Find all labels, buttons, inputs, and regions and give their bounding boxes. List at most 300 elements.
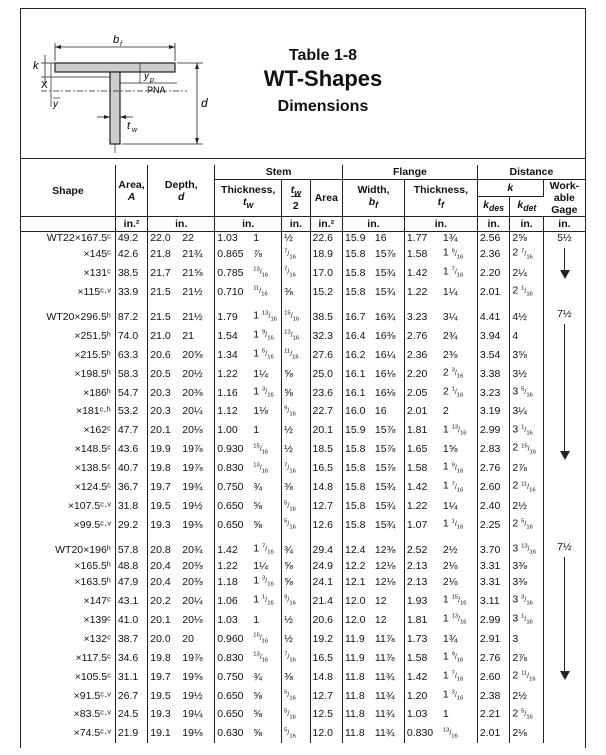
cell-depth-dec: 20.3: [150, 386, 171, 399]
gage-arrow-icon: [564, 324, 565, 458]
cell-tw-half: $^5/_{16}$: [282, 725, 310, 744]
table-row: [21, 440, 585, 459]
table-row: [21, 264, 585, 283]
cell-bf-dec: 12.0: [345, 594, 366, 607]
cell-area: 29.2: [115, 516, 147, 535]
cell-bf-frac: 15⅞: [373, 422, 404, 441]
cell-depth-frac: 21⅝: [180, 264, 215, 283]
cell-bf-frac: 15¾: [373, 478, 404, 497]
cell-tw-dec: 0.785: [217, 266, 244, 279]
cell-depth-frac: 20⅜: [180, 573, 215, 592]
col-tw-over-2: $t_w$ 2: [282, 180, 310, 217]
cell-stem-area: 19.2: [310, 630, 342, 649]
gage-arrow-icon: [564, 248, 565, 277]
cell-shape: ×115ᶜ·ᵛ: [21, 283, 115, 302]
cell-kdes: 2.20: [477, 264, 509, 283]
table-row: [21, 725, 585, 744]
cell-depth-frac: 20: [180, 630, 215, 649]
table-row: [21, 668, 585, 687]
cell-depth-dec: 20.4: [150, 559, 171, 572]
cell-tw-dec: 0.750: [217, 670, 244, 683]
cell-tf-dec: 2.01: [406, 405, 428, 418]
cell-kdes: 2.99: [477, 611, 509, 630]
cell-depth-frac: 19⅛: [180, 725, 215, 744]
cell-bf-dec: 16.0: [345, 405, 366, 418]
cell-stem-area: 12.5: [310, 706, 342, 725]
col-stem-area: Area: [310, 180, 342, 217]
cell-bf-dec: 12.0: [345, 613, 366, 626]
col-workable-gage: Work- able Gage: [549, 180, 580, 216]
cell-tw-dec: 0.650: [217, 708, 244, 721]
cell-kdes: 2.21: [477, 706, 509, 725]
cell-tw-frac: $^{15}/_{16}$: [251, 630, 281, 649]
table-row: [21, 232, 585, 246]
cell-tf-dec: 2.76: [406, 329, 428, 342]
cell-tw-frac: $^{13}/_{16}$: [251, 264, 281, 283]
table-subtitle: Dimensions: [277, 98, 369, 115]
yp-label: y: [144, 71, 149, 82]
cell-tf-dec: 1.42: [406, 670, 428, 683]
cell-tw-frac: 1 $^{13}/_{16}$: [251, 308, 281, 327]
cell-bf-frac: 11⅞: [373, 630, 404, 649]
cell-tf-frac: 1 $^{15}/_{16}$: [441, 592, 478, 611]
cell-tf-dec: 1.77: [406, 232, 428, 244]
cell-kdes: 3.11: [477, 592, 509, 611]
cell-area: 57.8: [115, 541, 147, 560]
cell-depth-dec: 20.8: [150, 543, 171, 556]
cell-bf-frac: 16: [373, 403, 404, 422]
cell-depth-frac: 21¾: [180, 245, 215, 264]
cell-stem-area: 22.6: [310, 232, 342, 246]
cell-depth-frac: 21: [180, 327, 215, 346]
cell-depth-dec: 20.6: [150, 348, 171, 361]
cell-area: 34.6: [115, 649, 147, 668]
cell-tw-frac: 1¼: [251, 560, 281, 573]
cell-bf-frac: 15¾: [373, 264, 404, 283]
table-row: [21, 403, 585, 422]
col-area: Area, A: [115, 165, 147, 217]
cell-tw-frac: 1 $^7/_{16}$: [251, 541, 281, 560]
cell-tw-half: ½: [282, 440, 310, 459]
cell-kdet: 2⅛: [510, 725, 543, 744]
cell-shape: ×165.5ʰ: [21, 560, 115, 573]
cell-bf-frac: 16⅛: [373, 365, 404, 384]
cell-depth-frac: 20⅜: [180, 560, 215, 573]
cell-bf-dec: 11.8: [345, 727, 365, 740]
cell-tw-frac: 1 $^3/_{16}$: [251, 384, 281, 403]
cell-bf-frac: 15⅞: [373, 245, 404, 264]
cell-kdet: 3⅜: [510, 560, 543, 573]
cell-kdet: 3: [510, 630, 543, 649]
cell-tf-frac: 2⅛: [441, 560, 478, 573]
cell-area: 31.8: [115, 497, 147, 516]
cell-tw-half: $^5/_{16}$: [282, 516, 310, 535]
cell-tf-frac: 2 $^3/_{16}$: [441, 365, 478, 384]
cell-shape: ×147ᶜ: [21, 592, 115, 611]
cell-kdet: 2 $^5/_{16}$: [510, 516, 543, 535]
col-flange-width: Width, $b_f$: [343, 180, 405, 217]
cell-kdes: 3.31: [477, 573, 509, 592]
cell-tw-half: ⅜: [282, 478, 310, 497]
cell-shape: ×138.5ᶜ: [21, 459, 115, 478]
cell-tw-frac: $^{11}/_{16}$: [251, 283, 281, 302]
cell-tf-dec: 1.58: [406, 462, 428, 475]
cell-stem-area: 12.7: [310, 687, 342, 706]
cell-bf-dec: 15.9: [345, 424, 366, 437]
cell-tw-frac: ¾: [251, 668, 281, 687]
cell-depth-dec: 20.3: [150, 405, 171, 418]
cell-area: 36.7: [115, 478, 147, 497]
cell-kdes: 2.91: [477, 630, 509, 649]
unit-cell: in.: [510, 217, 543, 232]
table-row: [21, 592, 585, 611]
cell-bf-dec: 15.8: [345, 462, 366, 475]
cell-kdes: 3.19: [477, 403, 509, 422]
cell-shape: ×107.5ᶜ·ᵛ: [21, 497, 115, 516]
cell-depth-dec: 21.5: [150, 285, 171, 298]
cell-stem-area: 14.8: [310, 478, 342, 497]
cell-bf-dec: 12.1: [345, 576, 366, 589]
cell-tw-half: $^9/_{16}$: [282, 403, 310, 422]
table-row: [21, 308, 585, 327]
cell-tf-frac: 2⅜: [441, 346, 478, 365]
cell-depth-dec: 19.8: [150, 651, 171, 664]
cell-tf-frac: 1 $^7/_{16}$: [441, 264, 478, 283]
cell-area: 26.7: [115, 687, 147, 706]
cell-bf-dec: 15.9: [345, 232, 366, 244]
cell-bf-dec: 11.8: [345, 708, 365, 721]
cell-tf-dec: 2.36: [406, 348, 428, 361]
cell-stem-area: 17.0: [310, 264, 342, 283]
cell-kdet: 3⅝: [510, 346, 543, 365]
col-kdet: $k_{det}$: [517, 198, 537, 214]
table-row: [21, 384, 585, 403]
cell-kdet: 4: [510, 327, 543, 346]
cell-stem-area: 38.5: [310, 308, 342, 327]
cell-bf-dec: 12.4: [345, 543, 366, 556]
cell-tw-half: ⅜: [282, 283, 310, 302]
cell-kdet: 3 $^1/_{16}$: [510, 422, 543, 441]
col-kdes: $k_{des}$: [477, 197, 509, 217]
cell-kdet: 2 $^{11}/_{16}$: [510, 668, 543, 687]
cell-shape: ×131ᶜ: [21, 264, 115, 283]
cell-stem-area: 25.0: [310, 365, 342, 384]
cell-depth-frac: 19⅞: [180, 440, 215, 459]
cell-tw-dec: 1.06: [217, 594, 238, 607]
cell-kdes: 2.01: [477, 725, 509, 744]
cell-tf-dec: 1.58: [406, 651, 428, 664]
cell-tw-dec: 1.79: [217, 310, 238, 323]
k-label: k: [33, 60, 39, 72]
cell-tw-half: ½: [282, 232, 310, 246]
cell-area: 38.5: [115, 264, 147, 283]
cell-depth-dec: 20.0: [150, 632, 171, 645]
cell-area: 47.7: [115, 422, 147, 441]
cell-kdes: 2.25: [477, 516, 509, 535]
cell-shape: WT22×167.5ᶜ: [21, 232, 115, 246]
cell-bf-frac: 12⅛: [373, 573, 404, 592]
cell-depth-dec: 20.2: [150, 594, 171, 607]
cell-tf-frac: 2: [441, 403, 478, 422]
group-distance: Distance: [477, 165, 585, 180]
cell-bf-dec: 15.8: [345, 443, 366, 456]
cell-shape: ×117.5ᶜ: [21, 649, 115, 668]
cell-bf-frac: 15⅞: [373, 459, 404, 478]
cell-tw-dec: 1.12: [217, 405, 238, 418]
cell-tw-dec: 1.22: [217, 559, 238, 572]
cell-tw-half: $^7/_{16}$: [282, 649, 310, 668]
cell-kdet: 3¼: [510, 403, 543, 422]
table-row: [21, 630, 585, 649]
cell-kdet: 3 $^5/_{16}$: [510, 384, 543, 403]
cell-stem-area: 23.6: [310, 384, 342, 403]
cell-bf-dec: 15.8: [345, 266, 366, 279]
cell-tw-frac: ⅝: [251, 706, 281, 725]
cell-tf-frac: 1 $^1/_{16}$: [441, 516, 478, 535]
cell-tf-frac: 1¾: [441, 232, 478, 246]
table-row: [21, 283, 585, 302]
cell-tw-dec: 0.630: [217, 727, 244, 740]
cell-tf-dec: 2.13: [406, 559, 428, 572]
cell-shape: ×124.5ᶜ: [21, 478, 115, 497]
cell-tf-frac: 1: [441, 706, 478, 725]
cell-tw-dec: 0.650: [217, 518, 244, 531]
units-row: [21, 217, 585, 232]
cell-kdet: 2 $^{15}/_{16}$: [510, 440, 543, 459]
cell-stem-area: 32.3: [310, 327, 342, 346]
cell-kdes: 3.31: [477, 560, 509, 573]
cell-kdes: 2.60: [477, 668, 509, 687]
group-flange: Flange: [343, 165, 478, 180]
cell-stem-area: 24.9: [310, 560, 342, 573]
x-axis-label: X: [41, 80, 48, 91]
cell-kdet: 4½: [510, 308, 543, 327]
cell-tf-dec: 1.42: [406, 266, 428, 279]
cell-bf-dec: 15.8: [345, 518, 366, 531]
cell-depth-frac: 20¾: [180, 541, 215, 560]
cell-tw-half: ⅝: [282, 573, 310, 592]
cell-tf-frac: 1 $^{13}/_{16}$: [441, 422, 478, 441]
cell-tf-frac: 1 $^9/_{16}$: [441, 245, 478, 264]
cell-tf-dec: 1.20: [406, 689, 428, 702]
cell-tw-half: $^{11}/_{16}$: [282, 346, 310, 365]
cell-kdes: 3.23: [477, 384, 509, 403]
cell-tw-dec: 1.54: [217, 329, 238, 342]
cell-depth-dec: 19.3: [150, 708, 171, 721]
cell-tf-dec: 2.20: [406, 367, 428, 380]
cell-tw-dec: 0.650: [217, 500, 244, 513]
cell-shape: ×132ᶜ: [21, 630, 115, 649]
cell-tf-dec: 1.58: [406, 248, 428, 261]
cell-depth-frac: 19½: [180, 497, 215, 516]
cell-tw-dec: 0.865: [217, 248, 244, 261]
cell-stem-area: 18.9: [310, 245, 342, 264]
cell-tf-frac: 1 $^{13}/_{16}$: [441, 611, 478, 630]
cell-depth-dec: 22.0: [150, 232, 171, 244]
cell-depth-frac: 20½: [180, 365, 215, 384]
cell-tw-frac: ⅞: [251, 245, 281, 264]
unit-cell: in.: [543, 217, 585, 232]
cell-tw-dec: 0.710: [217, 285, 244, 298]
cell-bf-dec: 11.8: [345, 670, 365, 683]
cell-depth-frac: 21½: [180, 308, 215, 327]
unit-cell: in.²: [310, 217, 342, 232]
col-shape: Shape: [21, 165, 115, 217]
cell-tw-dec: 0.830: [217, 462, 244, 475]
cell-depth-dec: 20.5: [150, 367, 171, 380]
table-row: [21, 327, 585, 346]
cell-bf-frac: 11⅞: [373, 649, 404, 668]
cell-tf-frac: 1⅝: [441, 440, 478, 459]
tw-subscript: w: [132, 127, 138, 134]
cell-tw-frac: 1: [251, 422, 281, 441]
cell-depth-frac: 19⅞: [180, 459, 215, 478]
cell-bf-frac: 12: [373, 592, 404, 611]
cell-bf-dec: 16.1: [345, 367, 366, 380]
cell-bf-dec: 11.9: [345, 632, 365, 645]
cell-kdet: 2½: [510, 687, 543, 706]
unit-cell: in.: [343, 217, 405, 232]
cell-depth-dec: 19.5: [150, 689, 171, 702]
cell-area: 38.7: [115, 630, 147, 649]
cell-tf-frac: 1¾: [441, 630, 478, 649]
cell-area: 33.9: [115, 283, 147, 302]
cell-depth-frac: 20⅛: [180, 422, 215, 441]
cell-kdes: 4.41: [477, 308, 509, 327]
cell-tf-dec: 1.03: [406, 708, 428, 721]
cell-depth-frac: 20¼: [180, 592, 215, 611]
cell-tw-half: $^7/_{16}$: [282, 459, 310, 478]
cell-kdes: 2.60: [477, 478, 509, 497]
cell-tw-dec: 0.930: [217, 443, 244, 456]
cell-stem-area: 18.5: [310, 440, 342, 459]
cell-shape: ×162ᶜ: [21, 422, 115, 441]
cell-bf-dec: 11.8: [345, 689, 365, 702]
cell-shape: ×91.5ᶜ·ᵛ: [21, 687, 115, 706]
cell-stem-area: 14.8: [310, 668, 342, 687]
cell-kdes: 3.70: [477, 541, 509, 560]
cell-area: 58.3: [115, 365, 147, 384]
cell-bf-frac: 11¾: [373, 668, 404, 687]
cell-area: 21.9: [115, 725, 147, 744]
table-row: [21, 478, 585, 497]
cell-tw-frac: ⅝: [251, 725, 281, 744]
cell-kdes: 2.83: [477, 440, 509, 459]
cell-kdet: 3 $^{13}/_{16}$: [510, 541, 543, 560]
col-stem-thickness: Thickness, $t_w$: [215, 180, 282, 217]
cell-depth-dec: 19.7: [150, 670, 171, 683]
table-row: [21, 706, 585, 725]
cell-bf-dec: 16.4: [345, 329, 366, 342]
cell-area: 41.0: [115, 611, 147, 630]
cell-tw-half: $^{15}/_{16}$: [282, 308, 310, 327]
cell-depth-frac: 19¾: [180, 478, 215, 497]
table-row: [21, 346, 585, 365]
cell-stem-area: 29.4: [310, 541, 342, 560]
cell-tw-dec: 1.03: [217, 613, 238, 626]
cell-tf-dec: 2.52: [406, 543, 428, 556]
cell-tw-frac: 1 $^3/_{16}$: [251, 573, 281, 592]
cell-shape: ×148.5ᶜ: [21, 440, 115, 459]
unit-cell: in.: [148, 217, 215, 232]
cell-kdes: 2.76: [477, 459, 509, 478]
cell-tf-dec: 0.830: [406, 727, 434, 740]
cell-kdet: 2 $^5/_{16}$: [510, 706, 543, 725]
cell-bf-frac: 16⅛: [373, 384, 404, 403]
cell-tw-frac: ⅝: [251, 497, 281, 516]
table-number: Table 1-8: [288, 47, 358, 64]
cell-bf-dec: 16.1: [345, 386, 366, 399]
cell-depth-dec: 20.1: [150, 613, 171, 626]
cell-kdes: 2.38: [477, 687, 509, 706]
cell-kdet: 3½: [510, 365, 543, 384]
cell-kdes: 3.54: [477, 346, 509, 365]
dimensions-table-wrap: [21, 165, 585, 743]
cell-tw-dec: 0.830: [217, 651, 244, 664]
cell-shape: ×215.5ʰ: [21, 346, 115, 365]
cell-tw-half: ½: [282, 611, 310, 630]
cell-tw-dec: 0.960: [217, 632, 244, 645]
cell-tf-frac: 1¼: [441, 283, 478, 302]
d-label: d: [201, 96, 208, 110]
cell-tw-frac: ⅝: [251, 516, 281, 535]
cell-depth-dec: 19.8: [150, 462, 171, 475]
cell-area: 47.9: [115, 573, 147, 592]
cell-area: 43.1: [115, 592, 147, 611]
unit-cell: in.: [404, 217, 477, 232]
pna-label: PNA: [147, 85, 166, 95]
cell-bf-dec: 15.8: [345, 248, 366, 261]
table-body: [21, 232, 585, 744]
cell-shape: ×74.5ᶜ·ᵛ: [21, 725, 115, 744]
cell-kdet: 3 $^3/_{16}$: [510, 592, 543, 611]
cell-depth-frac: 21½: [180, 283, 215, 302]
cell-stem-area: 27.6: [310, 346, 342, 365]
cell-bf-frac: 12⅛: [373, 560, 404, 573]
cell-kdes: 2.56: [477, 232, 509, 246]
cell-tw-half: $^{13}/_{16}$: [282, 327, 310, 346]
cell-tw-dec: 1.34: [217, 348, 238, 361]
cell-tf-frac: 3¼: [441, 308, 478, 327]
cell-depth-dec: 21.8: [150, 248, 171, 261]
cell-shape: ×83.5ᶜ·ᵛ: [21, 706, 115, 725]
table-row: [21, 687, 585, 706]
cell-tw-half: $^5/_{16}$: [282, 497, 310, 516]
table-row: [21, 611, 585, 630]
unit-cell: in.²: [115, 217, 147, 232]
cell-depth-dec: 19.7: [150, 481, 171, 494]
cell-area: 40.7: [115, 459, 147, 478]
cell-tf-dec: 1.93: [406, 594, 428, 607]
cell-tw-frac: 1 $^5/_{16}$: [251, 346, 281, 365]
cell-kdet: 2¼: [510, 264, 543, 283]
cell-tw-half: $^9/_{16}$: [282, 592, 310, 611]
group-stem: Stem: [215, 165, 343, 180]
cell-shape: WT20×296.5ʰ: [21, 308, 115, 327]
unit-cell: in.: [282, 217, 310, 232]
cell-kdes: 3.38: [477, 365, 509, 384]
cell-shape: ×163.5ʰ: [21, 573, 115, 592]
cell-shape: ×105.5ᶜ: [21, 668, 115, 687]
cell-tf-dec: 1.81: [406, 424, 428, 437]
table-row: [21, 573, 585, 592]
cell-depth-dec: 19.3: [150, 518, 171, 531]
cell-area: 49.2: [115, 232, 147, 246]
cell-kdet: 3⅜: [510, 573, 543, 592]
cell-stem-area: 16.5: [310, 459, 342, 478]
cell-tw-frac: 1: [251, 611, 281, 630]
cell-shape: ×139ᶜ: [21, 611, 115, 630]
